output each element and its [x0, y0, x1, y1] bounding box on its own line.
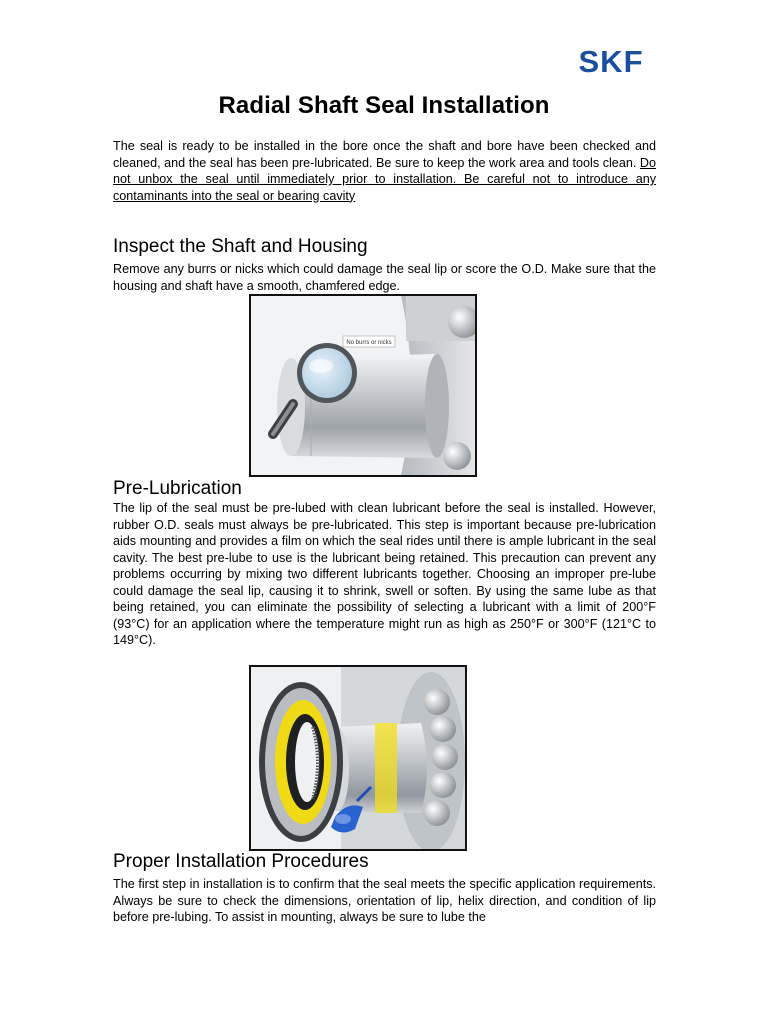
intro-paragraph: [113, 138, 656, 204]
figure-label: No burrs or nicks: [346, 340, 392, 346]
intro-text: The seal is ready to be installed in the bore once the shaft and bore have been checked and cleaned, and the seal has been pre-lubricated. Be sure to keep the work area and tools clean.: [113, 139, 656, 170]
page-title: Radial Shaft Seal Installation: [218, 92, 550, 119]
pre-lubrication-paragraph: The lip of the seal must be pre-lubed with clean lubricant before the seal is installed. However, rubber O.D. seals must always be pre-lubricated. This step is important because pre-lubrication aids mounting and provides a film on which the seal rides until there is ample lubricant in the seal cavity. The best pre-lube to use is the lubricant being retained. This precaution can prevent any problems occurring by mixing two different lubricants together. Choosing an improper pre-lube could damage the seal lip, causing it to shrink, swell or soften. By using the same lube as that being retained, you can eliminate the possibility of selecting a lubricant with a limit of 200°F (93°C) for an application where the temperature might run as high as 250°F or 300°F (121°C to 149°C).: [113, 501, 656, 647]
skf-logo-text: SKF: [578, 46, 644, 76]
seal-lubrication-illustration: [251, 667, 465, 849]
skf-logo-mark: [563, 46, 660, 76]
intro-warning: Do not unbox the seal until immediately prior to installation. Be careful not to introduce any contaminants into the seal or bearing cavity: [113, 155, 657, 203]
heading-pre-lubrication: Pre-Lubrication: [113, 478, 242, 499]
heading-installation: Proper Installation Procedures: [113, 851, 369, 872]
heading-inspect: Inspect the Shaft and Housing: [113, 236, 368, 257]
installation-paragraph: The first step in installation is to confirm that the seal meets the specific application requirements. Always be sure to check the dimensions, orientation of lip, helix direction, and condition of lip before pre-lubing. To assist in mounting, always be sure to lube the: [113, 877, 656, 924]
skf-logo: [563, 46, 660, 76]
inspect-figure: [249, 294, 477, 477]
shaft-magnifier-illustration: [251, 296, 475, 475]
inspect-paragraph: Remove any burrs or nicks which could damage the seal lip or score the O.D. Make sure that the housing and shaft have a smooth, chamfered edge.: [113, 262, 656, 293]
pre-lubrication-figure: [249, 665, 467, 851]
